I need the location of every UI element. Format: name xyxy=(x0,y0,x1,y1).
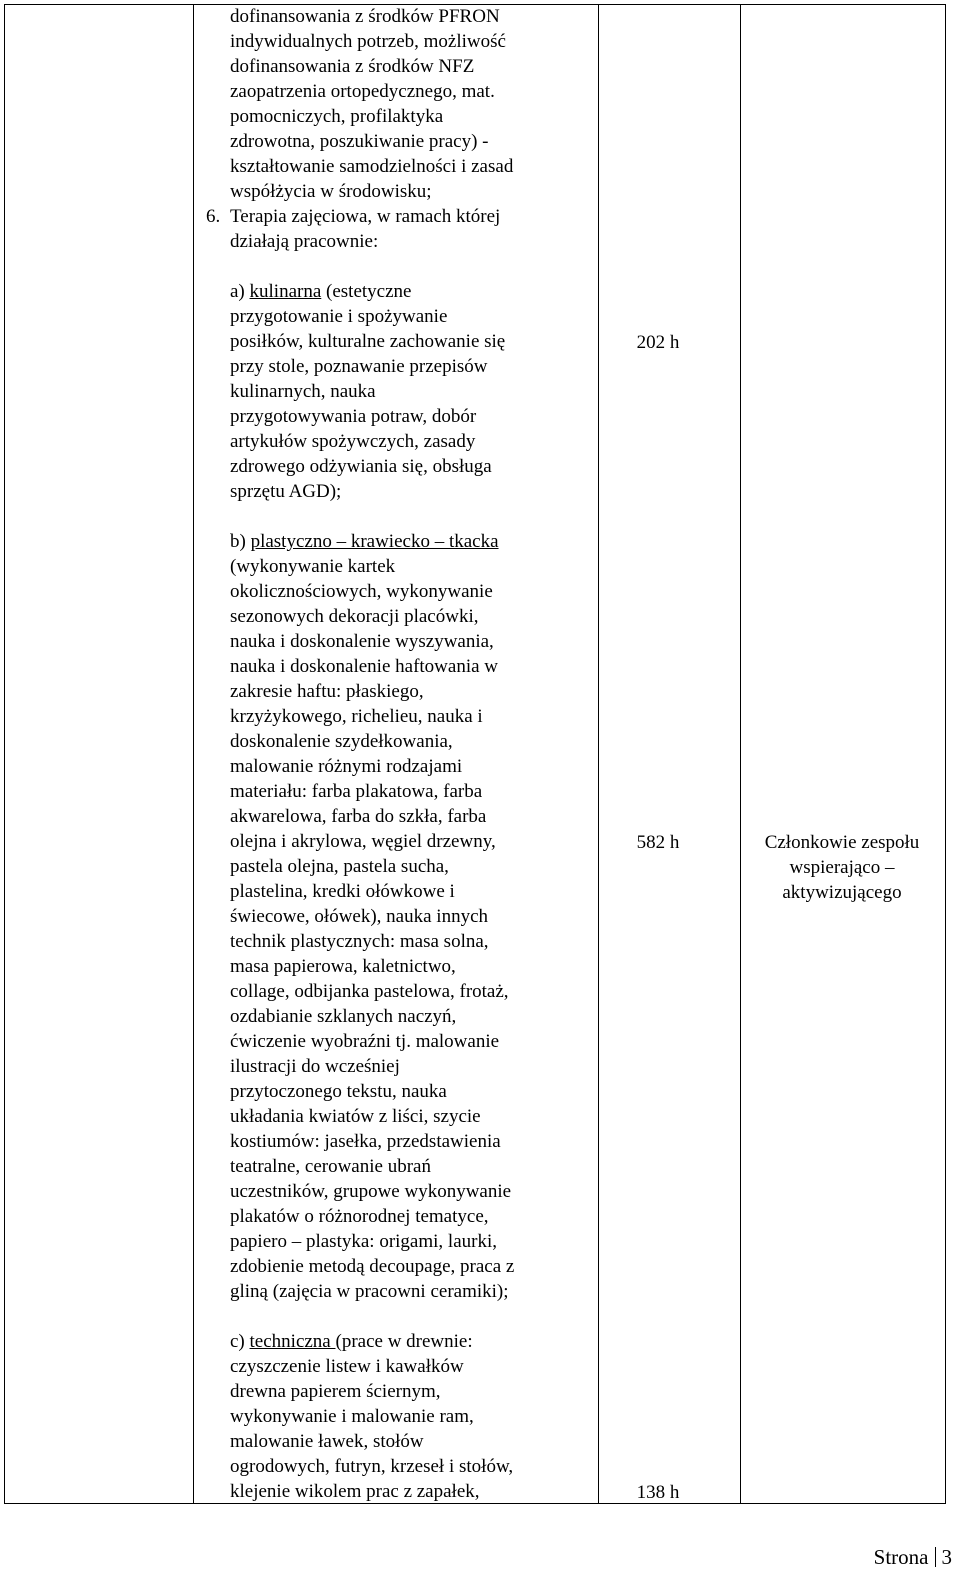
section-b-line: ozdabianie szklanych naczyń, xyxy=(230,1006,457,1027)
section-c-prefix: c) xyxy=(230,1331,250,1352)
section-b-line: doskonalenie szydełkowania, xyxy=(230,731,453,752)
intro-line: kształtowanie samodzielności i zasad xyxy=(230,156,514,177)
intro-text xyxy=(230,4,570,204)
section-a-heading xyxy=(230,279,570,304)
page-number: 3 xyxy=(941,1545,952,1569)
section-b-line: akwarelowa, farba do szkła, farba xyxy=(230,806,487,827)
section-c-first-rest: (prace w drewnie: xyxy=(335,1331,473,1352)
intro-line: dofinansowania z środków NFZ xyxy=(230,56,475,77)
item-6-title: Terapia zajęciowa, w ramach której xyxy=(230,206,501,227)
section-b-line: ćwiczenie wyobraźni tj. malowanie xyxy=(230,1031,500,1052)
staff-line: aktywizującego xyxy=(782,882,902,903)
section-c-heading xyxy=(230,1329,570,1354)
section-b-heading xyxy=(230,529,570,554)
section-c-hours: 138 h xyxy=(636,1482,680,1503)
section-c-line: drewna papierem ściernym, xyxy=(230,1381,441,1402)
section-a-line: przygotowywania potraw, dobór xyxy=(230,406,477,427)
footer-label: Strona xyxy=(873,1545,929,1569)
section-b-line: olejna i akrylowa, węgiel drzewny, xyxy=(230,831,496,852)
section-b-line: ilustracji do wcześniej xyxy=(230,1056,400,1077)
section-b-line: (wykonywanie kartek xyxy=(230,556,396,577)
section-a-line: przygotowanie i spożywanie xyxy=(230,306,448,327)
section-a-first-rest: (estetyczne xyxy=(321,281,412,302)
section-b-line: pastela olejna, pastela sucha, xyxy=(230,856,449,877)
section-a-name: kulinarna xyxy=(249,281,322,302)
section-b-line: uczestników, grupowe wykonywanie xyxy=(230,1181,512,1202)
section-c-line: ogrodowych, futryn, krzeseł i stołów, xyxy=(230,1456,514,1477)
section-b-line: nauka i doskonalenie haftowania w xyxy=(230,656,499,677)
section-b-text xyxy=(230,554,570,1304)
section-b-line: plakatów o różnorodnej tematyce, xyxy=(230,1206,489,1227)
section-b-line: przytoczonego tekstu, nauka xyxy=(230,1081,447,1102)
column-divider xyxy=(740,5,741,1503)
section-a-line: posiłków, kulturalne zachowanie się xyxy=(230,331,506,352)
section-b-line: okolicznościowych, wykonywanie xyxy=(230,581,493,602)
section-b-line: teatralne, cerowanie ubrań xyxy=(230,1156,431,1177)
section-b-line: technik plastycznych: masa solna, xyxy=(230,931,489,952)
section-c-line: wykonywanie i malowanie ram, xyxy=(230,1406,474,1427)
section-a-line: zdrowego odżywiania się, obsługa xyxy=(230,456,492,477)
section-b-line: zakresie haftu: płaskiego, xyxy=(230,681,424,702)
item-6-number: 6. xyxy=(206,206,221,227)
footer-divider xyxy=(935,1547,936,1567)
intro-line: indywidualnych potrzeb, możliwość xyxy=(230,31,506,52)
staff-cell xyxy=(746,830,938,905)
section-b-line: collage, odbijanka pastelowa, frotaż, xyxy=(230,981,509,1002)
intro-line: współżycia w środowisku; xyxy=(230,181,432,202)
section-a-text xyxy=(230,304,570,504)
intro-line: zaopatrzenia ortopedycznego, mat. xyxy=(230,81,495,102)
section-b-line: układania kwiatów z liści, szycie xyxy=(230,1106,481,1127)
section-c-line: klejenie wikolem prac z zapałek, xyxy=(230,1481,480,1502)
section-b-line: gliną (zajęcia w pracowni ceramiki); xyxy=(230,1281,509,1302)
section-b-line: nauka i doskonalenie wyszywania, xyxy=(230,631,494,652)
intro-line: dofinansowania z środków PFRON xyxy=(230,6,500,27)
section-b-line: masa papierowa, kaletnictwo, xyxy=(230,956,456,977)
section-b-line: sezonowych dekoracji placówki, xyxy=(230,606,479,627)
page-footer xyxy=(874,1544,952,1570)
section-c-line: malowanie ławek, stołów xyxy=(230,1431,424,1452)
section-c-line: czyszczenie listew i kawałków xyxy=(230,1356,464,1377)
section-c-name: techniczna xyxy=(249,1331,336,1352)
staff-line: Członkowie zespołu xyxy=(764,832,920,853)
section-a-line: kulinarnych, nauka xyxy=(230,381,376,402)
section-b-line: papiero – plastyka: origami, laurki, xyxy=(230,1231,497,1252)
section-b-prefix: b) xyxy=(230,531,251,552)
column-divider xyxy=(193,5,194,1503)
section-a-prefix: a) xyxy=(230,281,250,302)
column-divider xyxy=(598,5,599,1503)
section-a-line: przy stole, poznawanie przepisów xyxy=(230,356,488,377)
section-b-line: świecowe, ołówek), nauka innych xyxy=(230,906,489,927)
section-b-name: plastyczno – krawiecko – tkacka xyxy=(250,531,499,552)
activities-column xyxy=(206,4,570,1504)
section-b-line: plastelina, kredki ołówkowe i xyxy=(230,881,455,902)
section-a-hours: 202 h xyxy=(636,332,680,353)
section-c-text xyxy=(230,1354,570,1504)
intro-line: zdrowotna, poszukiwanie pracy) - xyxy=(230,131,489,152)
section-b-line: kostiumów: jasełka, przedstawienia xyxy=(230,1131,501,1152)
item-6 xyxy=(206,204,570,229)
section-a-line: artykułów spożywczych, zasady xyxy=(230,431,476,452)
section-b-line: zdobienie metodą decoupage, praca z xyxy=(230,1256,515,1277)
section-b-line: malowanie różnymi rodzajami xyxy=(230,756,463,777)
section-b-line: materiału: farba plakatowa, farba xyxy=(230,781,483,802)
intro-line: pomocniczych, profilaktyka xyxy=(230,106,444,127)
section-b-line: krzyżykowego, richelieu, nauka i xyxy=(230,706,483,727)
item-6-subtitle: działają pracownie: xyxy=(230,231,379,252)
section-a-line: sprzętu AGD); xyxy=(230,481,342,502)
staff-line: wspierająco – xyxy=(789,857,895,878)
section-b-hours: 582 h xyxy=(636,832,680,853)
